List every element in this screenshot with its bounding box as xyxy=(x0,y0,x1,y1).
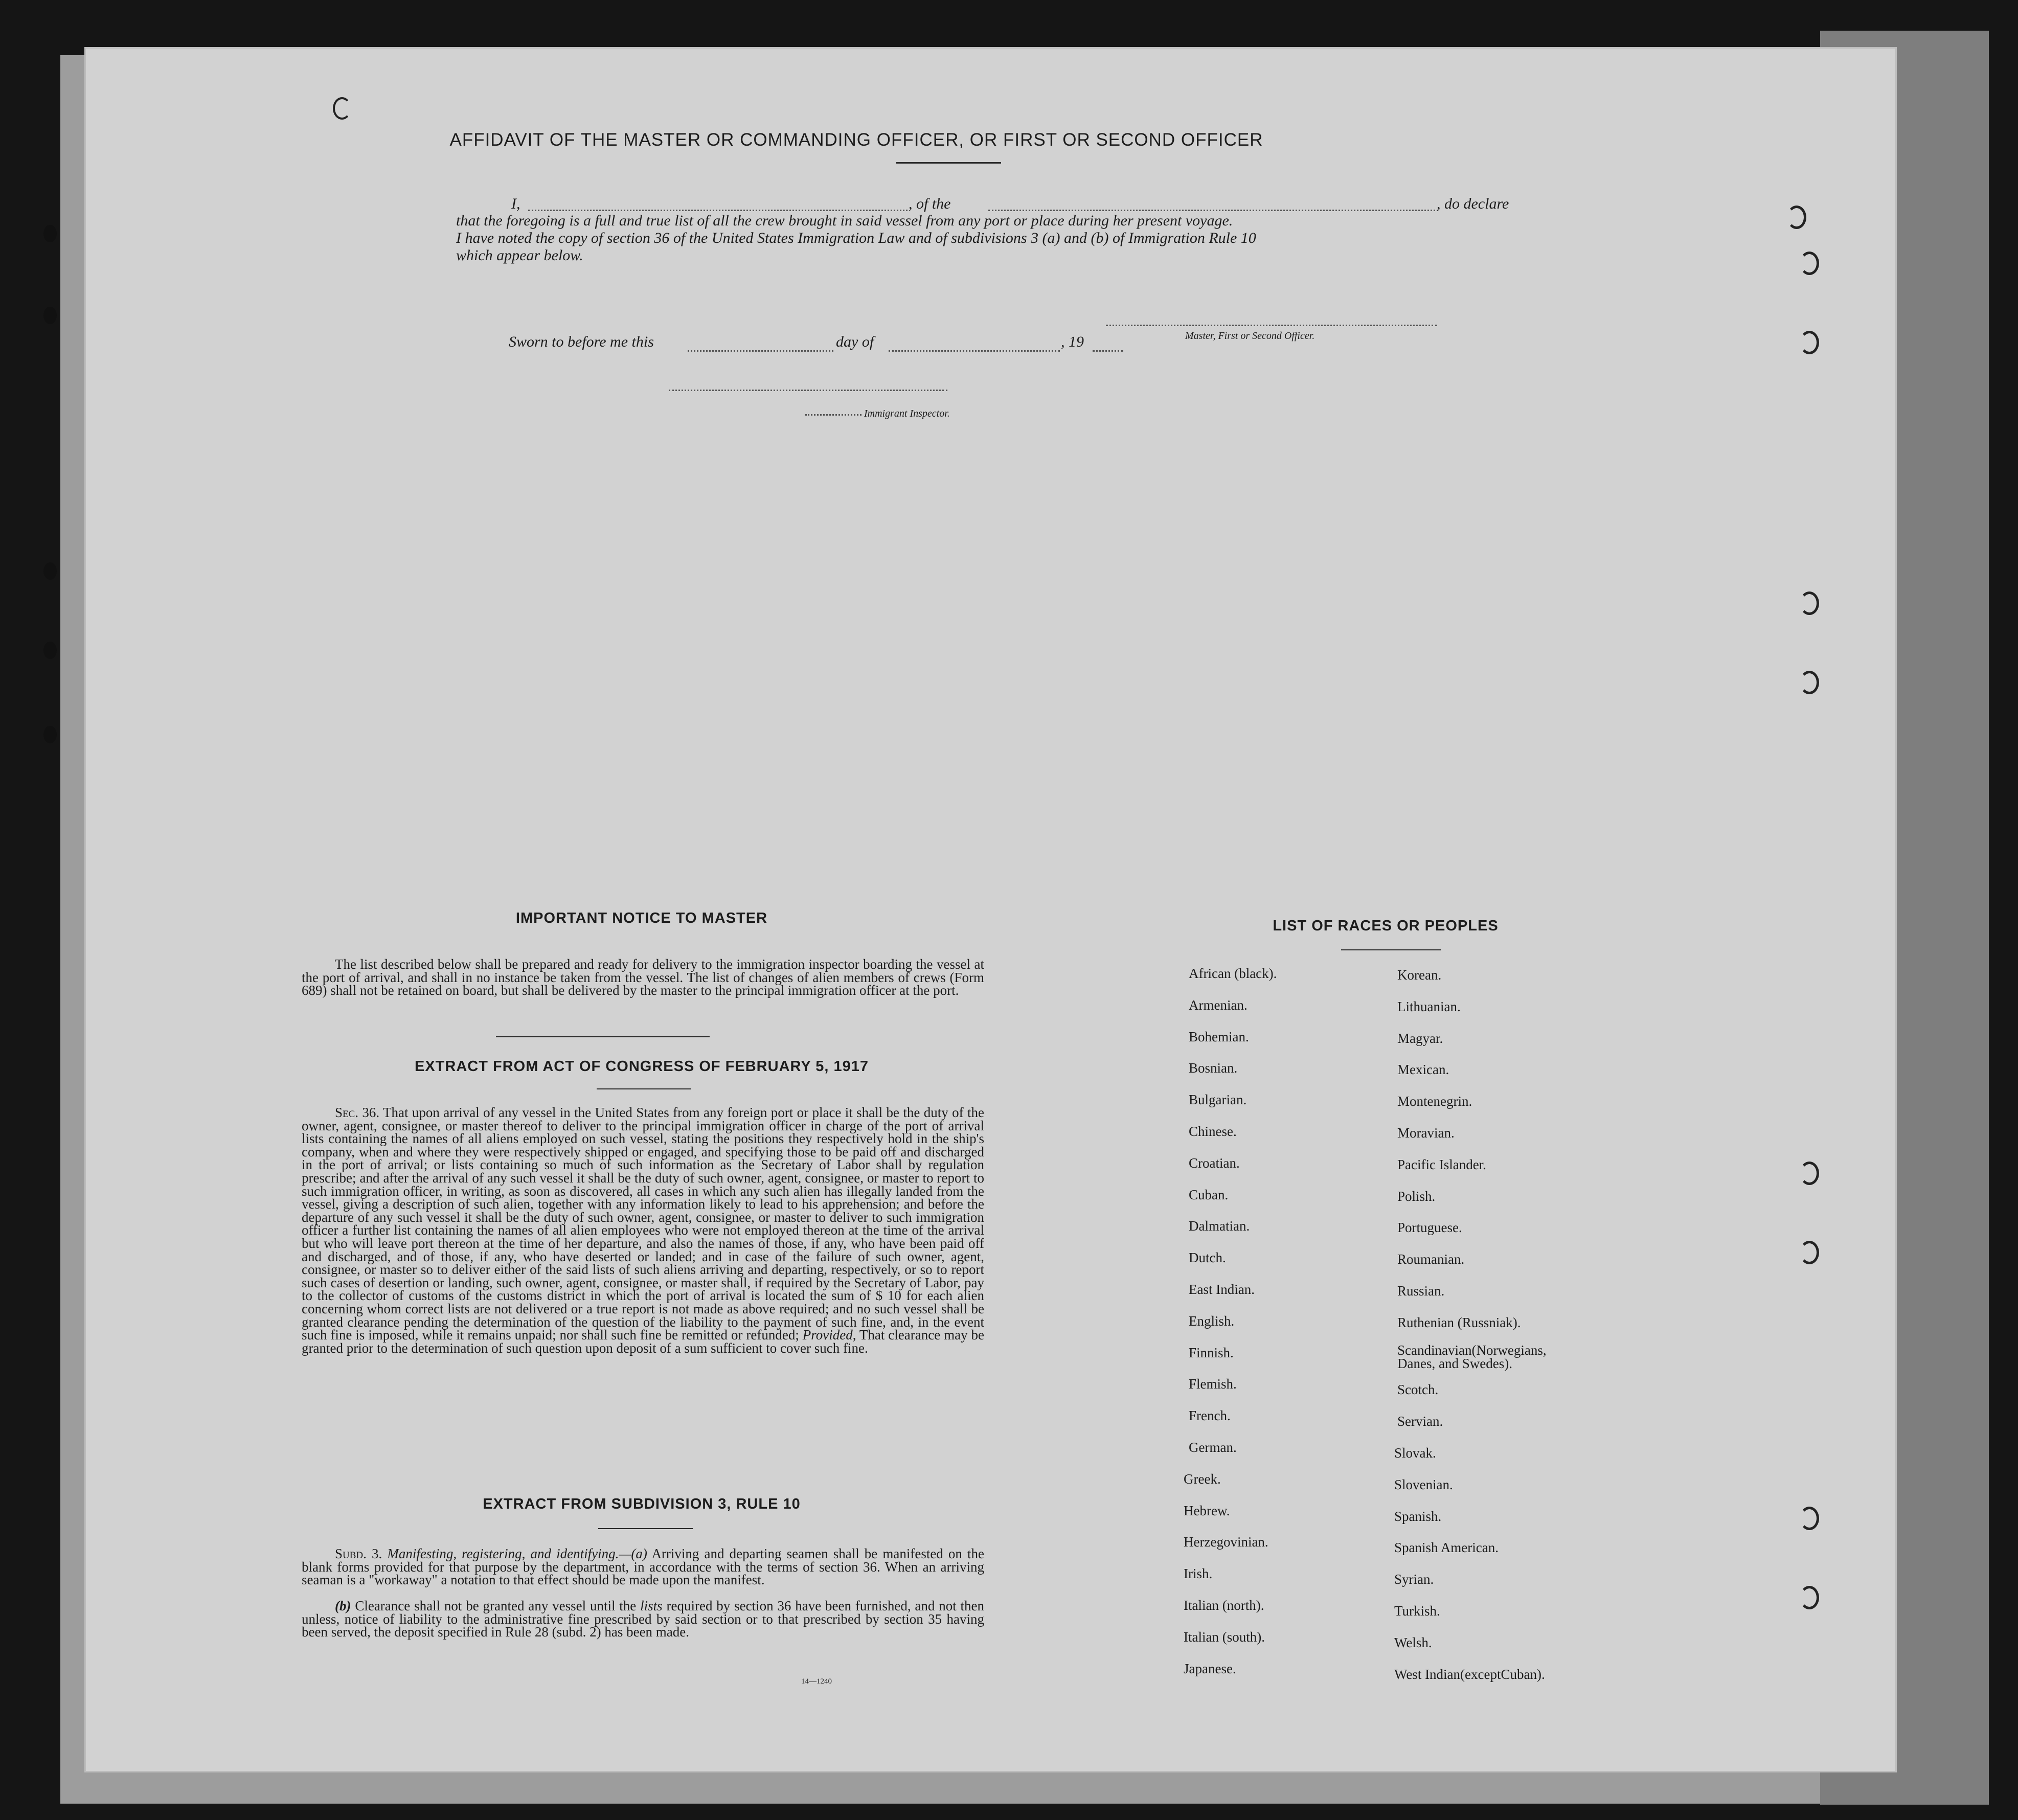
race-item: Servian. xyxy=(1397,1414,1443,1429)
ring-mark xyxy=(333,97,351,120)
binder-hole xyxy=(43,726,57,743)
race-item: Herzegovinian. xyxy=(1184,1534,1268,1550)
officer-signature-blank[interactable] xyxy=(1106,325,1437,326)
race-item: Hebrew. xyxy=(1184,1503,1230,1518)
ring-mark xyxy=(1800,1162,1819,1185)
race-item: Dalmatian. xyxy=(1189,1218,1250,1234)
race-item: Turkish. xyxy=(1394,1603,1440,1619)
binder-hole xyxy=(43,307,57,324)
vessel-blank[interactable] xyxy=(988,210,1438,211)
ring-mark xyxy=(1800,592,1819,615)
officer-signature-label: Master, First or Second Officer. xyxy=(1185,330,1315,342)
race-item: Bosnian. xyxy=(1189,1060,1238,1076)
rule-b-label: (b) xyxy=(335,1598,351,1613)
race-item: German. xyxy=(1189,1440,1237,1455)
races-title: LIST OF RACES OR PEOPLES xyxy=(1273,918,1499,934)
race-item: Finnish. xyxy=(1189,1345,1234,1360)
race-item: Pacific Islander. xyxy=(1397,1156,1486,1172)
race-item: Welsh. xyxy=(1394,1634,1432,1650)
race-item: Croatian. xyxy=(1189,1155,1240,1171)
race-item: Spanish American. xyxy=(1394,1540,1499,1556)
race-item: African (black). xyxy=(1189,966,1277,981)
inspector-lead-dots xyxy=(805,414,861,416)
race-item: Roumanian. xyxy=(1397,1252,1465,1267)
race-item: Chinese. xyxy=(1189,1124,1237,1139)
affidavit-title: AFFIDAVIT OF THE MASTER OR COMMANDING OFFICER, OR FIRST OR SECOND OFFICER xyxy=(449,130,1263,150)
rule-part-b-1: Clearance shall not be granted any vessel until the xyxy=(355,1598,637,1613)
race-item: Armenian. xyxy=(1189,997,1248,1013)
binder-hole xyxy=(43,642,57,659)
title-rule xyxy=(896,162,1001,164)
ring-mark xyxy=(1800,1586,1819,1609)
rule-subd-label: Subd. 3. xyxy=(335,1546,382,1561)
race-item: Slovenian. xyxy=(1394,1476,1453,1492)
race-item: Slovak. xyxy=(1394,1445,1436,1461)
notice-rule xyxy=(496,1036,710,1037)
sworn-year-blank[interactable] xyxy=(1093,350,1123,352)
race-item: Mexican. xyxy=(1397,1062,1449,1078)
race-item: Irish. xyxy=(1184,1566,1213,1582)
inspector-label: Immigrant Inspector. xyxy=(864,408,950,419)
race-item: Scandinavian(Norwegians, Danes, and Swedes). xyxy=(1397,1342,1547,1371)
ring-mark xyxy=(1800,252,1819,275)
affidavit-line4: which appear below. xyxy=(456,247,583,264)
rule-subd-title: Manifesting, registering, and identifying.—(a) xyxy=(387,1546,647,1561)
name-blank[interactable] xyxy=(528,210,908,211)
race-item: French. xyxy=(1189,1408,1231,1424)
race-item: Japanese. xyxy=(1184,1660,1236,1676)
notice-title: IMPORTANT NOTICE TO MASTER xyxy=(515,910,768,926)
act-body xyxy=(302,1106,984,1355)
rule-part-b xyxy=(302,1600,984,1639)
race-item: Scotch. xyxy=(1397,1382,1439,1398)
act-title: EXTRACT FROM ACT OF CONGRESS OF FEBRUARY 5, 1917 xyxy=(414,1058,869,1075)
race-item: Cuban. xyxy=(1189,1187,1229,1202)
race-item: Portuguese. xyxy=(1397,1220,1462,1236)
race-item: Bohemian. xyxy=(1189,1029,1249,1044)
race-item: Moravian. xyxy=(1397,1125,1455,1141)
ring-mark xyxy=(1787,206,1806,229)
act-sec-label: Sec. 36. xyxy=(335,1105,380,1120)
sworn-text: Sworn to before me this xyxy=(509,333,654,350)
affidavit-of-the: , of the xyxy=(909,195,951,212)
rule-rule xyxy=(598,1528,693,1529)
rule-lists-word: lists xyxy=(640,1598,663,1613)
race-item: West Indian(exceptCuban). xyxy=(1394,1666,1545,1682)
race-item: Ruthenian (Russniak). xyxy=(1397,1314,1521,1330)
rule-part-b-2: required by section 36 have been furnished, and not then unless, notice of liability to the administrative fine prescribed by said section or to that prescribed by section 35 having been served, the deposit specified in Rule 28 (subd. 2) has been made. xyxy=(302,1598,985,1640)
race-item: Flemish. xyxy=(1189,1376,1237,1392)
manifest-page xyxy=(84,47,1897,1772)
race-item: Dutch. xyxy=(1189,1250,1226,1266)
races-rule xyxy=(1341,949,1441,950)
affidavit-line2: that the foregoing is a full and true list of all the crew brought in said vessel from any port or place during her present voyage. xyxy=(456,212,1233,229)
race-item: Montenegrin. xyxy=(1397,1094,1472,1109)
ring-mark xyxy=(1800,1241,1819,1264)
race-item: Bulgarian. xyxy=(1189,1092,1247,1108)
race-item: Korean. xyxy=(1397,967,1442,983)
race-item: Russian. xyxy=(1397,1283,1445,1299)
sworn-day-of: day of xyxy=(836,333,874,350)
race-item: English. xyxy=(1189,1313,1235,1329)
form-number: 14—1240 xyxy=(801,1677,832,1686)
rule-part-a xyxy=(302,1548,984,1587)
race-item: Syrian. xyxy=(1394,1572,1434,1587)
act-section-text: That upon arrival of any vessel in the United States from any foreign port or place it shall be the duty of the owner, agent, consignee, or master thereof to deliver to the principal immigration officer in charge of the port of arrival lists containing the names of all aliens employed on such vessel, stating the positions they respectively hold in the ship's company, when and where they were respectively shipped or engaged, and specifying those to be paid off and discharged in the port of arrival; or lists containing so much of such information as the Secretary of Labor shall by regulation prescribe; and after the arrival of any such vessel it shall be the duty of such owner, agent, consignee, or master to report to such immigration officer, in writing, as soon as discovered, all cases in which any such alien has illegally landed from the vessel, giving a description of such alien, together with any information likely to lead to his apprehension; and before the departure of any such vessel it shall be the duty of such owner, agent, consignee, or master to deliver to such immigration officer a further list containing the names of all alien employees who were not employed thereon at the time of the arrival but who will leave port thereon at the time of her departure, and also the names of those, if any, who have been paid off and discharged, and of those, if any, who have deserted or landed; and in case of the failure of such owner, agent, consignee, or master so to deliver either of the said lists of such aliens arriving and departing, respectively, or so to report such cases of desertion or landing, such owner, agent, consignee, or master shall, if required by the Secretary of Labor, pay to the collector of customs of the customs district in which the port of arrival is located the sum of $ 10 for each alien concerning whom correct lists are not delivered or a true report is not made as above required; and no such vessel shall be granted clearance pending the determination of the question of the liability to the payment of such fine, and, in the event such fine is imposed, while it remains unpaid; nor shall such fine be remitted or refunded; xyxy=(302,1105,984,1343)
race-item: Polish. xyxy=(1397,1188,1436,1204)
binder-hole xyxy=(43,562,57,580)
affidavit-line3: I have noted the copy of section 36 of the United States Immigration Law and of subdivisions 3 (a) and (b) of Immigration Rule 10 xyxy=(456,230,1256,246)
race-item: Spanish. xyxy=(1394,1508,1442,1524)
ring-mark xyxy=(1800,671,1819,694)
inspector-signature-blank[interactable] xyxy=(669,390,947,391)
notice-body: The list described below shall be prepared and ready for delivery to the immigration inspector boarding the vessel at the port of arrival, and shall in no instance be taken from the vessel. The list of changes of alien members of crews (Form 689) shall not be retained on board, but shall be delivered by the master to the principal immigration officer at the port. xyxy=(302,957,984,998)
race-item: Italian (south). xyxy=(1184,1629,1265,1645)
ring-mark xyxy=(1800,1507,1819,1530)
binder-hole xyxy=(43,225,57,242)
affidavit-i: I, xyxy=(511,195,520,212)
ring-mark xyxy=(1800,331,1819,354)
sworn-year: , 19 xyxy=(1061,333,1084,350)
rule-part-a-text: Arriving and departing seamen shall be manifested on the blank forms provided for that purpose by the department, in accordance with the terms of section 36. When an arriving seaman is a "workaway" a notation to that effect should be made upon the manifest. xyxy=(302,1546,985,1588)
act-provided-text: That clearance may be granted prior to the determination of such question upon deposit of a sum sufficient to cover such fine. xyxy=(302,1327,985,1356)
race-item: East Indian. xyxy=(1189,1282,1255,1297)
race-item: Greek. xyxy=(1184,1471,1221,1487)
act-provided-label: Provided, xyxy=(802,1327,856,1343)
race-item: Magyar. xyxy=(1397,1030,1443,1046)
rule-title: EXTRACT FROM SUBDIVISION 3, RULE 10 xyxy=(483,1496,801,1512)
sworn-month-blank[interactable] xyxy=(889,350,1060,352)
affidavit-declare: , do declare xyxy=(1437,195,1509,212)
race-item: Italian (north). xyxy=(1184,1598,1264,1613)
sworn-day-blank[interactable] xyxy=(688,350,833,352)
race-item: Lithuanian. xyxy=(1397,998,1461,1014)
act-rule xyxy=(597,1088,691,1089)
